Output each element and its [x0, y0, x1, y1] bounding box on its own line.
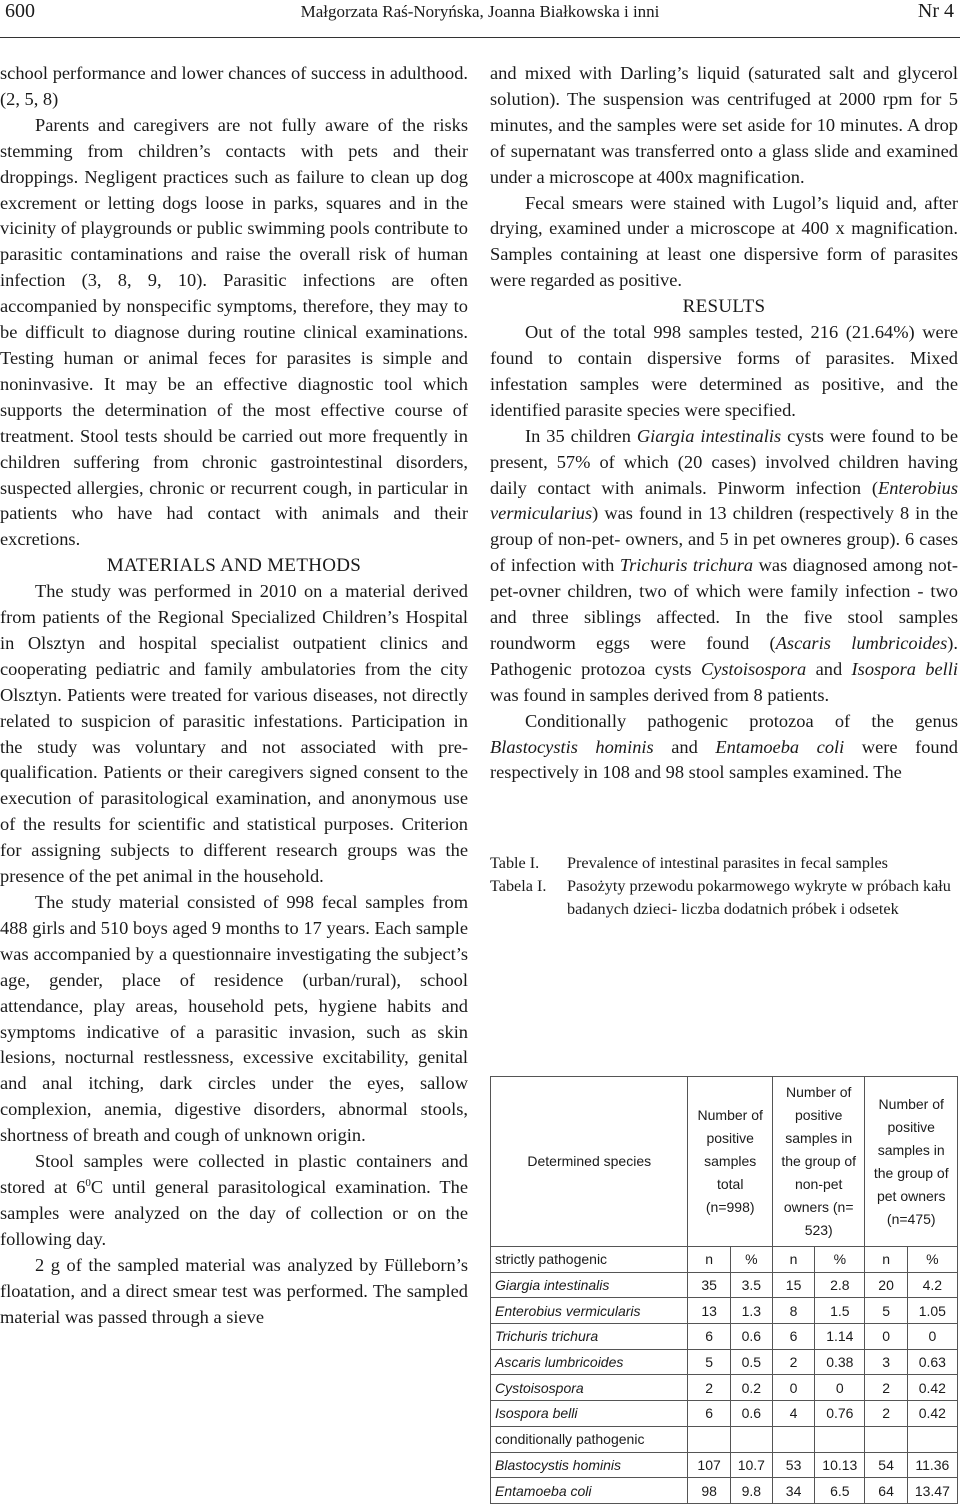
paragraph-conditionally-pathogenic: Conditionally pathogenic protozoa of the genus Blastocystis hominis and Entamoeba coli were found respectively in 108 and 98 stool samples examined. The [490, 710, 958, 783]
header-pet-owners: Number of positive samples in the group of pet owners (n=475) [865, 1077, 958, 1247]
unit-cell: n [772, 1247, 814, 1273]
species-cell: Cystoisospora [491, 1375, 688, 1401]
value-cell: 0.2 [730, 1375, 772, 1401]
value-cell: 0.38 [815, 1349, 865, 1375]
header-species: Determined species [491, 1077, 688, 1247]
value-cell: 107 [688, 1452, 730, 1478]
table-row [491, 1324, 958, 1350]
value-cell: 5 [688, 1349, 730, 1375]
value-cell: 5 [865, 1298, 907, 1324]
header-total: Number of positive samples total (n=998) [688, 1077, 772, 1247]
empty-cell [907, 1426, 957, 1452]
value-cell: 2 [865, 1375, 907, 1401]
table-row [491, 1478, 958, 1504]
value-cell: 10.13 [815, 1452, 865, 1478]
empty-cell [730, 1426, 772, 1452]
value-cell: 4.2 [907, 1272, 957, 1298]
paragraph-fecal-smears: Fecal smears were stained with Lugol’s liquid and, after drying, examined under a microscope at 400 x magnification. Samples containing at least one dispersive form of parasites were regarded as positive. [490, 192, 958, 291]
value-cell: 10.7 [730, 1452, 772, 1478]
unit-cell: n [688, 1247, 730, 1273]
species-cell: Entamoeba coli [491, 1478, 688, 1504]
heading-materials-methods: MATERIALS AND METHODS [106, 555, 362, 577]
species-cell: Enterobius vermicularis [491, 1298, 688, 1324]
table-row [491, 1401, 958, 1427]
paragraph-giardia: In 35 children Giargia intestinalis cysts were found to be present, 57% of which (20 cases) involved children having daily contact with animals. Pinworm infection (Enterobius vermicularius) was found in 13 children (respectively 8 in the group of non-pet- owners, and 5 in pet owneres group). 6 cases of infection with Trichuris trichura was diagnosed among not-pet-ovner children, two of which were family infection - two and three siblings affected. In the five stool samples roundworm eggs were found (Ascaris lumbricoides). Pathogenic protozoa cysts Cystoisospora and Isospora belli was found in samples derived from 8 patients. [490, 425, 958, 705]
value-cell: 20 [865, 1272, 907, 1298]
value-cell: 0.6 [730, 1401, 772, 1427]
value-cell: 98 [688, 1478, 730, 1504]
value-cell: 0.42 [907, 1401, 957, 1427]
table-body [491, 1247, 958, 1504]
value-cell: 2.8 [815, 1272, 865, 1298]
value-cell: 1.3 [730, 1298, 772, 1324]
empty-cell [865, 1426, 907, 1452]
issue-number: Nr 4 [917, 0, 954, 22]
value-cell: 3 [865, 1349, 907, 1375]
species-cell: Blastocystis hominis [491, 1452, 688, 1478]
value-cell: 0.6 [730, 1324, 772, 1350]
caption-pl-text: Pasożyty przewodu pokarmowego wykryte w próbach kału badanych dzieci- liczba dodatnich próbek i odsetek [567, 877, 951, 919]
species-cell: Ascaris lumbricoides [491, 1349, 688, 1375]
value-cell: 53 [772, 1452, 814, 1478]
value-cell: 1.05 [907, 1298, 957, 1324]
value-cell: 11.36 [907, 1452, 957, 1478]
value-cell: 0.63 [907, 1349, 957, 1375]
header-rule [0, 37, 960, 38]
heading-results: RESULTS [682, 296, 766, 318]
table-group-row [491, 1247, 958, 1273]
paragraph-methods-continued: and mixed with Darling’s liquid (saturated salt and glycerol solution). The suspension was centrifuged at 2000 rpm for 5 minutes, and the samples were set aside for 10 minutes. A drop of supernatant was transferred onto a glass slide and examined under a microscope at 400x magnification. [490, 63, 958, 187]
unit-cell: n [865, 1247, 907, 1273]
value-cell: 0.42 [907, 1375, 957, 1401]
empty-cell [772, 1426, 814, 1452]
table-row [491, 1272, 958, 1298]
value-cell: 3.5 [730, 1272, 772, 1298]
right-column [490, 61, 958, 921]
value-cell: 0 [772, 1375, 814, 1401]
value-cell: 6 [688, 1324, 730, 1350]
table-row [491, 1298, 958, 1324]
species-cell: Isospora belli [491, 1401, 688, 1427]
value-cell: 15 [772, 1272, 814, 1298]
unit-cell: % [730, 1247, 772, 1273]
value-cell: 0 [865, 1324, 907, 1350]
value-cell: 8 [772, 1298, 814, 1324]
value-cell: 6 [772, 1324, 814, 1350]
value-cell: 0.76 [815, 1401, 865, 1427]
running-authors: Małgorzata Raś-Noryńska, Joanna Białkowska i inni [300, 2, 660, 21]
group-label: conditionally pathogenic [491, 1426, 688, 1452]
table-header-row [491, 1077, 958, 1247]
value-cell: 0.5 [730, 1349, 772, 1375]
value-cell: 54 [865, 1452, 907, 1478]
paragraph-intro-continued: school performance and lower chances of success in adulthood. (2, 5, 8) [0, 63, 468, 109]
value-cell: 1.5 [815, 1298, 865, 1324]
page-number: 600 [5, 0, 35, 22]
table-caption [490, 852, 958, 921]
caption-en-label: Table I. [490, 854, 540, 873]
table-group-row [491, 1426, 958, 1452]
value-cell: 4 [772, 1401, 814, 1427]
value-cell: 34 [772, 1478, 814, 1504]
paragraph-results: Out of the total 998 samples tested, 216 (21.64%) were found to contain dispersive forms of parasites. Mixed infestation samples were determined as positive, and the identified parasite species were specified. [490, 322, 958, 420]
value-cell: 13.47 [907, 1478, 957, 1504]
paragraph-study: The study was performed in 2010 on a material derived from patients of the Regional Specialized Children’s Hospital in Olsztyn and hospital specialist outpatient clinics and cooperating pediatric and family ambulatories from the city Olsztyn. Patients were treated for various diseases, not directly related to suspicion of parasitic infestations. Participation in the study was voluntary and not associated with pre-qualification. Patients or their caregivers signed consent to the execution of parasitological examination, and anonymous use of the results for scientific and statistical purposes. Criterion for assigning subjects to different research groups was the presence of the pet animal in the household. [0, 581, 468, 887]
value-cell: 6.5 [815, 1478, 865, 1504]
value-cell: 2 [772, 1349, 814, 1375]
paragraph-material: The study material consisted of 998 fecal samples from 488 girls and 510 boys aged 9 months to 17 years. Each sample was accompanied by a questionnaire investigating the subject’s age, gender, place of residence (urban/rural), school attendance, play areas, household pets, hygiene habits and symptoms indicative of a parasitic invasion, such as skin lesions, nocturnal restlessness, excessive excitability, genital and anal itching, dark circles under the eyes, sallow complexion, anemia, digestive disorders, abnormal stools, shortness of breath and cough of unknown origin. [0, 892, 468, 1146]
empty-cell [815, 1426, 865, 1452]
unit-cell: % [907, 1247, 957, 1273]
table-row [491, 1452, 958, 1478]
species-cell: Trichuris trichura [491, 1324, 688, 1350]
value-cell: 2 [865, 1401, 907, 1427]
value-cell: 1.14 [815, 1324, 865, 1350]
paragraph-parents: Parents and caregivers are not fully aware of the risks stemming from children’s contacts with pets and their droppings. Negligent practices such as failure to clean up dog excrement or letting dogs loose in parks, squares and in the vicinity of playgrounds or public swimming pools contribute to parasitic contaminations and raise the overall risk of human infection (3, 8, 9, 10). Parasitic infections are often accompanied by nonspecific symptoms, therefore, they may to be difficult to diagnose during routine clinical examinations. Testing human or animal feces for parasites is simple and noninvasive. It may be an effective diagnostic tool which supports the determination of the most effective course of treatment. Stool tests should be carried out more frequently in children suffering from chronic gastrointestinal disorders, suspected allergies, chronic or recurrent cough, in particular in patients who have had contact with animals and their excretions. [0, 114, 468, 550]
paragraph-fulleborn: 2 g of the sampled material was analyzed by Fülleborn’s floatation, and a direct smear test was performed. The sampled material was passed through a sieve [0, 1254, 468, 1327]
group-label: strictly pathogenic [491, 1247, 688, 1273]
empty-cell [688, 1426, 730, 1452]
value-cell: 13 [688, 1298, 730, 1324]
value-cell: 2 [688, 1375, 730, 1401]
value-cell: 0 [815, 1375, 865, 1401]
prevalence-table [490, 1076, 958, 1504]
value-cell: 35 [688, 1272, 730, 1298]
value-cell: 0 [907, 1324, 957, 1350]
left-column [0, 61, 468, 1330]
value-cell: 64 [865, 1478, 907, 1504]
paragraph-stool: Stool samples were collected in plastic containers and stored at $6^0C$ until general parasitological examination. The samples were analyzed on the day of collection or on the following day. [0, 1151, 468, 1249]
unit-cell: % [815, 1247, 865, 1273]
table-row [491, 1349, 958, 1375]
running-header [0, 0, 960, 30]
header-non-pet-owners: Number of positive samples in the group of non-pet owners (n= 523) [772, 1077, 865, 1247]
value-cell: 6 [688, 1401, 730, 1427]
table-row [491, 1375, 958, 1401]
species-cell: Giargia intestinalis [491, 1272, 688, 1298]
caption-pl-label: Tabela I. [490, 877, 547, 896]
caption-en-text: Prevalence of intestinal parasites in fecal samples [567, 854, 888, 873]
degree-superscript: 0 [85, 1176, 91, 1189]
value-cell: 9.8 [730, 1478, 772, 1504]
